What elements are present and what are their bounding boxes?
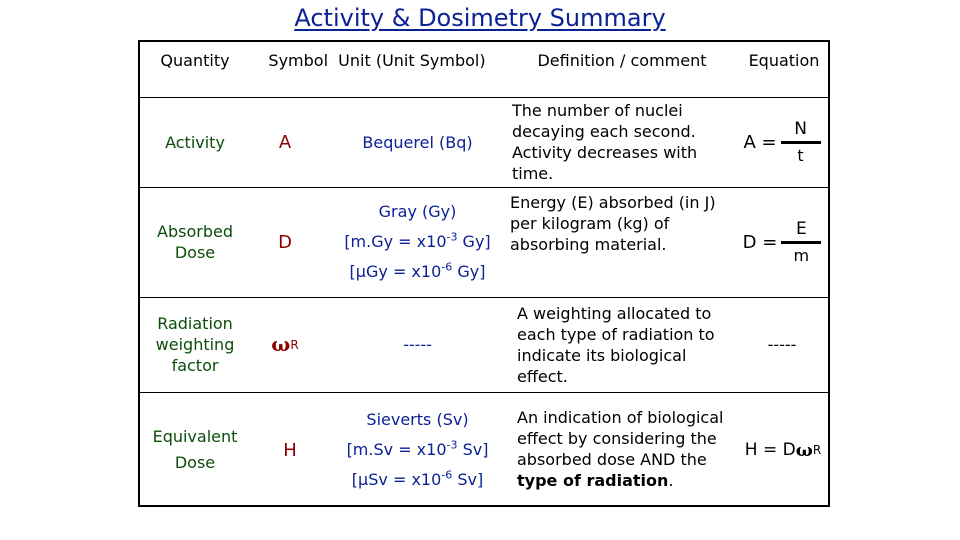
unit-exponent: -6 bbox=[441, 260, 453, 274]
equation-numerator: E bbox=[795, 218, 807, 239]
definition-emphasis: type of radiation bbox=[517, 471, 669, 490]
unit-line bbox=[350, 257, 486, 287]
quantity-equivalent-dose bbox=[140, 393, 250, 507]
equation-denominator: t bbox=[797, 145, 804, 165]
header-definition: Definition / comment bbox=[537, 50, 707, 70]
equation-absorbed-dose bbox=[734, 188, 830, 296]
unit-text: Sv = x10 bbox=[368, 470, 442, 489]
quantity-line: Radiation bbox=[157, 314, 233, 333]
symbol-absorbed-dose: D bbox=[278, 231, 292, 253]
unit-text: [m.Gy = x10 bbox=[344, 232, 447, 251]
equation-numerator: N bbox=[794, 118, 807, 139]
unit-text: [m.Sv = x10 bbox=[346, 440, 447, 459]
definition-text: . bbox=[668, 471, 674, 490]
definition-radiation-weighting-factor: A weighting allocated to each type of radiation to indicate its biological effect. bbox=[517, 303, 715, 386]
symbol-radiation-weighting-factor: ω R bbox=[271, 332, 299, 356]
definition-activity: The number of nuclei decaying each second. Activity decreases with time. bbox=[512, 101, 698, 183]
unit-radiation-weighting-factor: ----- bbox=[403, 335, 432, 354]
unit-absorbed-dose bbox=[330, 188, 505, 296]
unit-line bbox=[352, 465, 483, 495]
quantity-line: Equivalent bbox=[152, 427, 238, 446]
unit-exponent: -6 bbox=[441, 468, 453, 482]
unit-text: [ bbox=[351, 470, 359, 489]
mu-symbol: µ bbox=[355, 262, 366, 281]
unit-text: Gy = x10 bbox=[365, 262, 442, 281]
quantity-line: Dose bbox=[174, 243, 216, 262]
quantity-activity: Activity bbox=[165, 132, 225, 152]
symbol-activity: A bbox=[278, 131, 292, 153]
definition-text: An indication of biological effect by considering the absorbed dose AND the bbox=[517, 408, 724, 469]
unit-equivalent-dose bbox=[330, 393, 505, 507]
unit-line: Sieverts (Sv) bbox=[366, 410, 469, 429]
unit-text: [ bbox=[349, 262, 356, 281]
equation-activity bbox=[734, 98, 830, 186]
equation-equivalent-dose: H = D ω R bbox=[744, 439, 822, 461]
unit-line: Gray (Gy) bbox=[378, 202, 457, 221]
unit-exponent: -3 bbox=[446, 230, 458, 244]
quantity-line: Absorbed bbox=[157, 222, 233, 241]
mu-symbol: µ bbox=[358, 470, 369, 489]
header-quantity: Quantity bbox=[160, 50, 230, 70]
quantity-line: Dose bbox=[174, 453, 216, 472]
quantity-line: weighting bbox=[155, 335, 235, 354]
definition-absorbed-dose: Energy (E) absorbed (in J) per kilogram (kg) of absorbing material. bbox=[510, 193, 716, 254]
unit-line bbox=[344, 227, 490, 257]
page-title: Activity & Dosimetry Summary bbox=[294, 4, 666, 32]
equation-radiation-weighting-factor: ----- bbox=[767, 335, 797, 354]
equation-denominator: m bbox=[793, 245, 810, 265]
unit-line bbox=[347, 435, 489, 465]
summary-table bbox=[138, 40, 830, 507]
quantity-line: factor bbox=[171, 356, 219, 375]
equation-lhs: D = bbox=[742, 231, 778, 253]
omega-symbol: ω bbox=[271, 332, 291, 356]
definition-equivalent-dose bbox=[517, 393, 739, 507]
quantity-radiation-weighting-factor bbox=[140, 298, 250, 391]
symbol-equivalent-dose: H bbox=[283, 439, 297, 461]
unit-text: Gy] bbox=[457, 232, 491, 251]
unit-text: Sv] bbox=[457, 440, 489, 459]
unit-exponent: -3 bbox=[446, 438, 458, 452]
equation-lhs: A = bbox=[743, 131, 777, 153]
header-symbol-unit: Symbol Unit (Unit Symbol) bbox=[268, 50, 486, 70]
header-equation: Equation bbox=[748, 50, 820, 70]
quantity-absorbed-dose bbox=[140, 188, 250, 296]
unit-text: Sv] bbox=[452, 470, 484, 489]
unit-activity: Bequerel (Bq) bbox=[362, 132, 473, 152]
equation-lhs: H = D bbox=[744, 439, 796, 460]
unit-text: Gy] bbox=[452, 262, 486, 281]
omega-symbol: ω bbox=[795, 439, 813, 461]
